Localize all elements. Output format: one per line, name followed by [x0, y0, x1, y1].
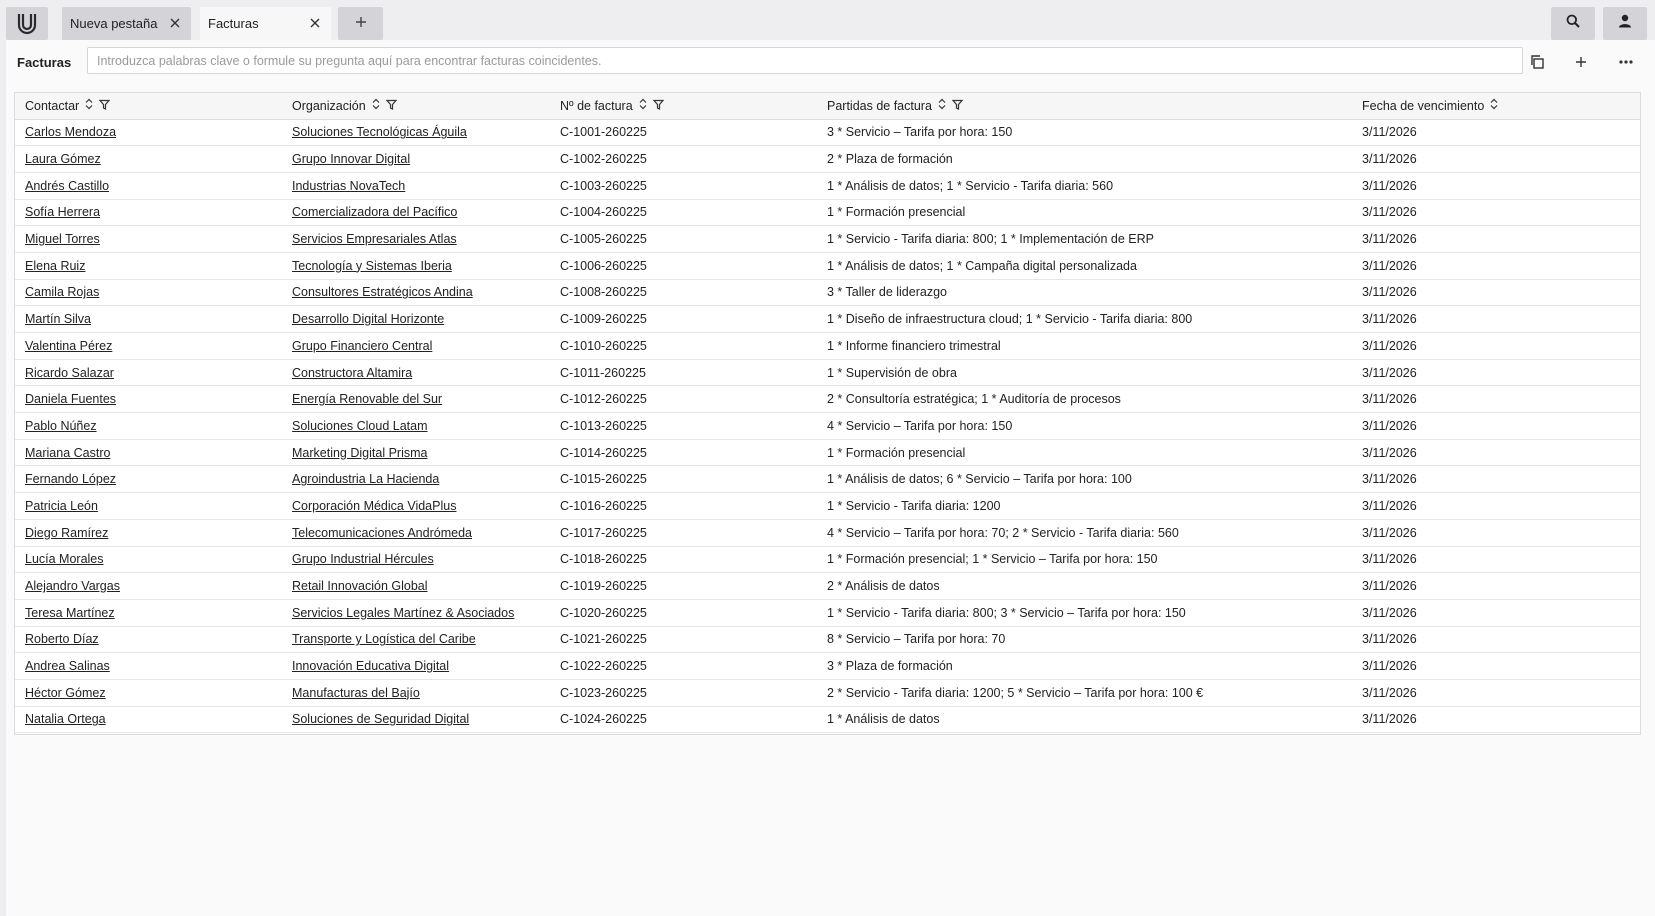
cell-contact	[15, 386, 282, 413]
cell-organization	[282, 653, 550, 680]
cell-invoice-items: 3 * Taller de liderazgo	[827, 285, 947, 300]
cell-invoice-items: 8 * Servicio – Tarifa por hora: 70	[827, 632, 1006, 647]
page-title: Facturas	[17, 55, 72, 70]
sort-icon[interactable]	[372, 98, 380, 113]
table-row[interactable]	[15, 119, 1640, 146]
cell-invoice-items: 1 * Análisis de datos; 6 * Servicio – Tarifa por hora: 100	[827, 472, 1132, 487]
table-row[interactable]	[15, 146, 1640, 173]
tab-label: Facturas	[208, 16, 259, 31]
cell-organization	[282, 439, 550, 466]
cell-due-date: 3/11/2026	[1362, 445, 1417, 460]
search-icon	[1566, 14, 1580, 33]
contact-link[interactable]: Pablo Núñez	[25, 418, 97, 433]
cell-due-date: 3/11/2026	[1362, 659, 1417, 674]
table-row[interactable]	[15, 653, 1640, 680]
cell-invoice-items: 2 * Servicio - Tarifa diaria: 1200; 5 * Servicio – Tarifa por hora: 100 €	[827, 685, 1204, 700]
cell-invoice-items: 1 * Formación presencial	[827, 445, 966, 460]
cell-invoice-number: C-1013-260225	[560, 418, 647, 433]
tab-label: Nueva pestaña	[70, 16, 158, 31]
cell-contact	[15, 599, 282, 626]
sort-icon[interactable]	[639, 98, 647, 113]
contact-link[interactable]: Miguel Torres	[25, 232, 100, 247]
organization-link[interactable]: Retail Innovación Global	[292, 579, 428, 594]
cell-contact	[15, 252, 282, 279]
column-header-fecha-vencimiento[interactable]	[1352, 93, 1640, 119]
organization-link[interactable]: Manufacturas del Bajío	[292, 685, 420, 700]
cell-due-date: 3/11/2026	[1362, 685, 1417, 700]
table-row[interactable]	[15, 519, 1640, 546]
contact-link[interactable]: Natalia Ortega	[25, 712, 106, 727]
organization-link[interactable]: Innovación Educativa Digital	[292, 659, 450, 674]
column-label: Contactar	[25, 98, 80, 113]
column-header-numero-factura[interactable]	[550, 93, 817, 119]
cell-invoice-items: 3 * Plaza de formación	[827, 659, 953, 674]
cell-invoice-number: C-1024-260225	[560, 712, 647, 727]
cell-contact	[15, 679, 282, 706]
cell-due-date: 3/11/2026	[1362, 285, 1417, 300]
cell-organization	[282, 573, 550, 600]
cell-invoice-number: C-1003-260225	[560, 178, 647, 193]
more-icon[interactable]	[1613, 49, 1639, 75]
organization-link[interactable]: Soluciones de Seguridad Digital	[292, 712, 470, 727]
organization-link[interactable]: Grupo Financiero Central	[292, 338, 433, 353]
column-label: Partidas de factura	[827, 98, 932, 113]
table-row[interactable]	[15, 226, 1640, 253]
organization-link[interactable]: Energía Renovable del Sur	[292, 392, 443, 407]
invoice-table	[14, 92, 1641, 735]
cell-invoice-items: 1 * Servicio - Tarifa diaria: 800; 1 * Implementación de ERP	[827, 232, 1155, 247]
cell-organization	[282, 679, 550, 706]
cell-invoice-number: C-1008-260225	[560, 285, 647, 300]
column-label: Nº de factura	[560, 98, 633, 113]
cell-invoice-items: 1 * Análisis de datos	[827, 712, 940, 727]
column-label: Organización	[292, 98, 366, 113]
cell-contact	[15, 279, 282, 306]
cell-due-date: 3/11/2026	[1362, 392, 1417, 407]
table-row[interactable]	[15, 439, 1640, 466]
table-row[interactable]	[15, 252, 1640, 279]
cell-contact	[15, 546, 282, 573]
organization-link[interactable]: Marketing Digital Prisma	[292, 445, 428, 460]
cell-due-date: 3/11/2026	[1362, 605, 1417, 620]
cell-organization	[282, 386, 550, 413]
cell-organization	[282, 546, 550, 573]
filter-icon[interactable]	[386, 99, 397, 113]
cell-contact	[15, 333, 282, 360]
contact-link[interactable]: Laura Gómez	[25, 152, 101, 167]
column-header-organizacion[interactable]	[282, 93, 550, 119]
table-row[interactable]	[15, 172, 1640, 199]
organization-link[interactable]: Transporte y Logística del Caribe	[292, 632, 476, 647]
table-row[interactable]	[15, 386, 1640, 413]
search-button[interactable]	[1551, 7, 1595, 40]
cell-contact	[15, 493, 282, 520]
column-header-partidas[interactable]	[817, 93, 1352, 119]
cell-invoice-number: C-1006-260225	[560, 258, 647, 273]
top-bar	[0, 0, 1655, 40]
cell-organization	[282, 359, 550, 386]
tab-nueva-pestana[interactable]	[62, 7, 191, 40]
cell-invoice-items: 1 * Análisis de datos; 1 * Servicio - Tarifa diaria: 560	[827, 178, 1114, 193]
organization-link[interactable]: Grupo Industrial Hércules	[292, 552, 434, 567]
main-content	[6, 40, 1655, 916]
column-header-contactar[interactable]	[15, 93, 282, 119]
cell-invoice-items: 1 * Diseño de infraestructura cloud; 1 * Servicio - Tarifa diaria: 800	[827, 312, 1193, 327]
table-row[interactable]	[15, 306, 1640, 333]
cell-contact	[15, 119, 282, 146]
organization-link[interactable]: Desarrollo Digital Horizonte	[292, 312, 445, 327]
contact-link[interactable]: Sofía Herrera	[25, 205, 101, 220]
cell-due-date: 3/11/2026	[1362, 178, 1417, 193]
contact-link[interactable]: Andrés Castillo	[25, 178, 110, 193]
cell-invoice-items: 1 * Informe financiero trimestral	[827, 338, 1001, 353]
cell-organization	[282, 706, 550, 733]
plus-icon	[355, 15, 367, 33]
cell-contact	[15, 519, 282, 546]
cell-organization	[282, 466, 550, 493]
cell-contact	[15, 439, 282, 466]
filter-icon[interactable]	[99, 99, 110, 113]
cell-organization	[282, 199, 550, 226]
cell-organization	[282, 226, 550, 253]
cell-organization	[282, 333, 550, 360]
cell-contact	[15, 172, 282, 199]
table-row[interactable]	[15, 679, 1640, 706]
cell-invoice-items: 2 * Análisis de datos	[827, 579, 940, 594]
contact-link[interactable]: Carlos Mendoza	[25, 125, 117, 140]
cell-invoice-items: 1 * Análisis de datos; 1 * Campaña digital personalizada	[827, 258, 1137, 273]
cell-invoice-items: 2 * Consultoría estratégica; 1 * Auditoría de procesos	[827, 392, 1121, 407]
add-button[interactable]	[1568, 49, 1594, 75]
cell-organization	[282, 146, 550, 173]
cell-organization	[282, 413, 550, 440]
cell-invoice-number: C-1021-260225	[560, 632, 647, 647]
contact-link[interactable]: Roberto Díaz	[25, 632, 99, 647]
cell-due-date: 3/11/2026	[1362, 365, 1417, 380]
cell-invoice-number: C-1005-260225	[560, 232, 647, 247]
cell-invoice-number: C-1016-260225	[560, 498, 647, 513]
cell-due-date: 3/11/2026	[1362, 338, 1417, 353]
cell-due-date: 3/11/2026	[1362, 632, 1417, 647]
user-icon	[1618, 14, 1632, 33]
cell-invoice-number: C-1022-260225	[560, 659, 647, 674]
table-body	[15, 119, 1640, 733]
table-row[interactable]	[15, 493, 1640, 520]
cell-contact	[15, 653, 282, 680]
organization-link[interactable]: Soluciones Tecnológicas Águila	[292, 125, 467, 140]
contact-link[interactable]: Valentina Pérez	[25, 338, 113, 353]
cell-invoice-number: C-1015-260225	[560, 472, 647, 487]
organization-link[interactable]: Corporación Médica VidaPlus	[292, 498, 457, 513]
close-icon[interactable]	[307, 15, 323, 31]
cell-due-date: 3/11/2026	[1362, 552, 1417, 567]
copy-icon[interactable]	[1524, 49, 1550, 75]
cell-contact	[15, 226, 282, 253]
cell-invoice-items: 2 * Plaza de formación	[827, 152, 953, 167]
organization-link[interactable]: Servicios Legales Martínez & Asociados	[292, 605, 515, 620]
cell-due-date: 3/11/2026	[1362, 498, 1417, 513]
table-row[interactable]	[15, 573, 1640, 600]
tab-facturas[interactable]	[200, 7, 331, 40]
cell-due-date: 3/11/2026	[1362, 418, 1417, 433]
cell-due-date: 3/11/2026	[1362, 125, 1417, 140]
cell-due-date: 3/11/2026	[1362, 525, 1417, 540]
app-logo-icon[interactable]	[6, 7, 48, 40]
contact-link[interactable]: Lucía Morales	[25, 552, 104, 567]
contact-link[interactable]: Daniela Fuentes	[25, 392, 117, 407]
cell-invoice-items: 3 * Servicio – Tarifa por hora: 150	[827, 125, 1013, 140]
contact-link[interactable]: Camila Rojas	[25, 285, 100, 300]
cell-organization	[282, 119, 550, 146]
cell-invoice-items: 4 * Servicio – Tarifa por hora: 150	[827, 418, 1013, 433]
contact-link[interactable]: Diego Ramírez	[25, 525, 109, 540]
table-row[interactable]	[15, 333, 1640, 360]
filter-icon[interactable]	[952, 99, 963, 113]
cell-contact	[15, 626, 282, 653]
sort-icon[interactable]	[85, 98, 93, 113]
column-label: Fecha de vencimiento	[1362, 98, 1485, 113]
filter-icon[interactable]	[653, 99, 664, 113]
close-icon[interactable]	[167, 15, 183, 31]
cell-due-date: 3/11/2026	[1362, 205, 1417, 220]
cell-invoice-number: C-1001-260225	[560, 125, 647, 140]
contact-link[interactable]: Martín Silva	[25, 312, 91, 327]
contact-link[interactable]: Patricia León	[25, 498, 98, 513]
cell-organization	[282, 306, 550, 333]
organization-link[interactable]: Servicios Empresariales Atlas	[292, 232, 457, 247]
cell-invoice-number: C-1023-260225	[560, 685, 647, 700]
cell-invoice-items: 1 * Supervisión de obra	[827, 365, 957, 380]
cell-organization	[282, 172, 550, 199]
cell-invoice-items: 1 * Formación presencial	[827, 205, 966, 220]
cell-organization	[282, 252, 550, 279]
table-row[interactable]	[15, 599, 1640, 626]
cell-invoice-number: C-1017-260225	[560, 525, 647, 540]
cell-invoice-number: C-1012-260225	[560, 392, 647, 407]
organization-link[interactable]: Agroindustria La Hacienda	[292, 472, 440, 487]
contact-link[interactable]: Ricardo Salazar	[25, 365, 114, 380]
contact-link[interactable]: Mariana Castro	[25, 445, 111, 460]
table-row[interactable]	[15, 279, 1640, 306]
cell-organization	[282, 493, 550, 520]
table-row[interactable]	[15, 413, 1640, 440]
table-row[interactable]	[15, 706, 1640, 733]
cell-due-date: 3/11/2026	[1362, 472, 1417, 487]
cell-invoice-number: C-1004-260225	[560, 205, 647, 220]
organization-link[interactable]: Tecnología y Sistemas Iberia	[292, 258, 452, 273]
cell-due-date: 3/11/2026	[1362, 579, 1417, 594]
cell-invoice-number: C-1018-260225	[560, 552, 647, 567]
contact-link[interactable]: Teresa Martínez	[25, 605, 115, 620]
sort-icon[interactable]	[1490, 98, 1498, 113]
cell-contact	[15, 199, 282, 226]
table-row[interactable]	[15, 466, 1640, 493]
table-row[interactable]	[15, 359, 1640, 386]
cell-invoice-items: 1 * Servicio - Tarifa diaria: 800; 3 * Servicio – Tarifa por hora: 150	[827, 605, 1186, 620]
organization-link[interactable]: Constructora Altamira	[292, 365, 413, 380]
cell-contact	[15, 466, 282, 493]
cell-due-date: 3/11/2026	[1362, 258, 1417, 273]
cell-organization	[282, 599, 550, 626]
organization-link[interactable]: Telecomunicaciones Andrómeda	[292, 525, 472, 540]
cell-invoice-number: C-1011-260225	[560, 365, 646, 380]
new-tab-button[interactable]	[338, 7, 383, 40]
cell-due-date: 3/11/2026	[1362, 712, 1417, 727]
contact-link[interactable]: Andrea Salinas	[25, 659, 110, 674]
cell-due-date: 3/11/2026	[1362, 232, 1417, 247]
contact-link[interactable]: Alejandro Vargas	[25, 579, 120, 594]
cell-contact	[15, 573, 282, 600]
table-header-row	[15, 93, 1640, 119]
cell-invoice-number: C-1010-260225	[560, 338, 647, 353]
cell-invoice-number: C-1020-260225	[560, 605, 647, 620]
contact-link[interactable]: Fernando López	[25, 472, 117, 487]
cell-organization	[282, 626, 550, 653]
table-row[interactable]	[15, 546, 1640, 573]
cell-contact	[15, 359, 282, 386]
cell-invoice-items: 1 * Servicio - Tarifa diaria: 1200	[827, 498, 1001, 513]
table-row[interactable]	[15, 199, 1640, 226]
cell-invoice-number: C-1002-260225	[560, 152, 647, 167]
sort-icon[interactable]	[938, 98, 946, 113]
cell-invoice-items: 1 * Formación presencial; 1 * Servicio – Tarifa por hora: 150	[827, 552, 1158, 567]
organization-link[interactable]: Soluciones Cloud Latam	[292, 418, 428, 433]
cell-contact	[15, 706, 282, 733]
cell-invoice-items: 4 * Servicio – Tarifa por hora: 70; 2 * Servicio - Tarifa diaria: 560	[827, 525, 1179, 540]
cell-due-date: 3/11/2026	[1362, 152, 1417, 167]
contact-link[interactable]: Héctor Gómez	[25, 685, 106, 700]
cell-contact	[15, 413, 282, 440]
search-input[interactable]	[87, 47, 1523, 74]
organization-link[interactable]: Consultores Estratégicos Andina	[292, 285, 473, 300]
toolbar	[6, 40, 1655, 85]
table-row[interactable]	[15, 626, 1640, 653]
cell-invoice-number: C-1014-260225	[560, 445, 647, 460]
contact-link[interactable]: Elena Ruiz	[25, 258, 86, 273]
organization-link[interactable]: Grupo Innovar Digital	[292, 152, 411, 167]
organization-link[interactable]: Comercializadora del Pacífico	[292, 205, 458, 220]
user-button[interactable]	[1603, 7, 1647, 40]
cell-organization	[282, 519, 550, 546]
organization-link[interactable]: Industrias NovaTech	[292, 178, 406, 193]
cell-invoice-number: C-1009-260225	[560, 312, 647, 327]
cell-invoice-number: C-1019-260225	[560, 579, 647, 594]
cell-due-date: 3/11/2026	[1362, 312, 1417, 327]
cell-organization	[282, 279, 550, 306]
cell-contact	[15, 306, 282, 333]
cell-contact	[15, 146, 282, 173]
